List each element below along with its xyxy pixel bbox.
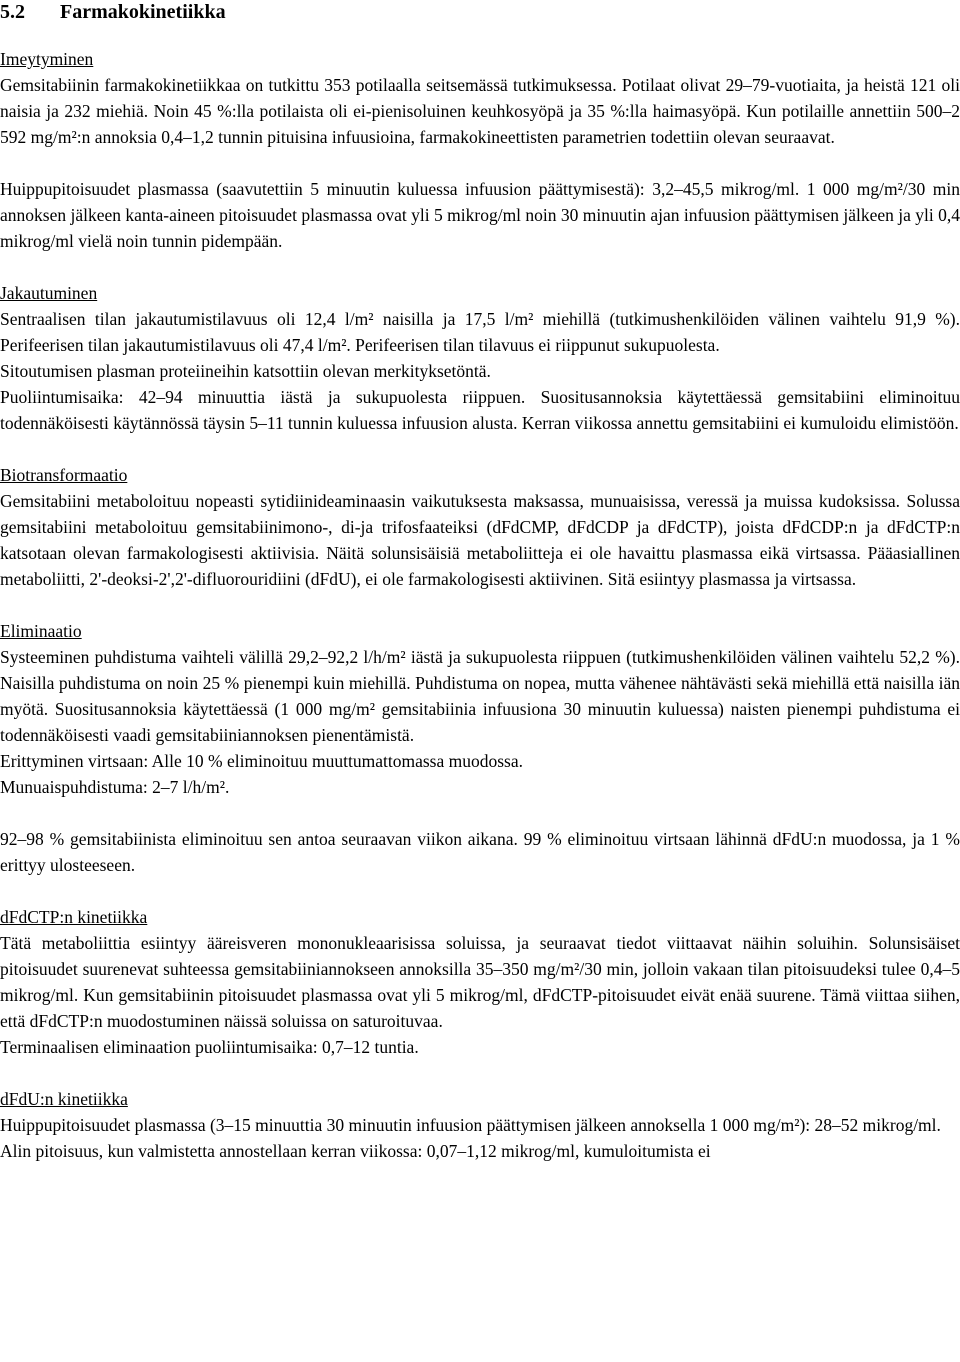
paragraph-dfdu-1: Huippupitoisuudet plasmassa (3–15 minuuttia 30 minuutin infuusion päättymisen jälkeen annoksella 1 000 mg/m²): 28–52 mikrog/ml. [0,1115,941,1135]
paragraph-dfdctp-2: Terminaalisen eliminaation puoliintumisaika: 0,7–12 tuntia. [0,1037,419,1057]
section-title: Farmakokinetiikka [60,1,226,23]
paragraph-imeytyminen-2: Huippupitoisuudet plasmassa (saavutettiin 5 minuutin kuluessa infuusion päättymisestä): 3,2–45,5 mikrog/ml. 1 000 mg/m²/30 min annoksen jälkeen kanta-aineen pitoisuudet plasmassa ovat yli 5 mikrog/ml noin 30 minuutin ajan infuusion päättymisen jälkeen ja yli 0,4 mikrog/ml vielä noin tunnin pidempään. [0,179,960,251]
spacer [0,800,960,826]
paragraph-biotransformaatio-1: Gemsitabiini metaboloituu nopeasti sytidiinideaminaasin vaikutuksesta maksassa, munuaisissa, veressä ja muissa kudoksissa. Solussa gemsitabiini metaboloituu gemsitabiinimono-, di-ja trifosfaateiksi (dFdCMP, dFdCDP ja dFdCTP), joista dFdCDP:n ja dFdCTP:n katsotaan olevan farmakologisesti aktiivisia. Näitä solunsisäisiä metaboliitteja ei ole havaittu plasmassa eikä virtsassa. Pääasiallinen metaboliitti, 2'-deoksi-2',2'-difluorouridiini (dFdU), ei ole farmakologisesti aktiivinen. Sitä esiintyy plasmassa ja virtsassa. [0,491,960,589]
spacer [0,592,960,618]
paragraph-jakautuminen-3: Puoliintumisaika: 42–94 minuuttia iästä ja sukupuolesta riippuen. Suositusannoksia käytettäessä gemsitabiini eliminoituu todennäköisesti käytännössä täysin 5–11 tunnin kuluessa infuusion alusta. Kerran viikossa annettu gemsitabiini ei kumuloidu elimistöön. [0,387,960,433]
spacer [0,878,960,904]
subheading-jakautuminen: Jakautuminen [0,283,98,303]
paragraph-dfdctp-1: Tätä metaboliittia esiintyy ääreisveren mononukleaarisissa soluissa, ja seuraavat tiedot viittaavat näihin soluihin. Solunsisäiset pitoisuudet suurenevat suhteessa gemsitabiiniannokseen annoksilla 35–350 mg/m²/30 min, jolloin vakaan tilan pitoisuudeksi tulee 0,4–5 mikrog/ml. Kun gemsitabiinin pitoisuudet plasmassa ovat yli 5 mikrog/ml, dFdCTP-pitoisuudet eivät enää suurene. Tämä viittaa siihen, että dFdCTP:n muodostuminen näissä soluissa on saturoituvaa. [0,933,960,1031]
spacer [0,436,960,462]
paragraph-imeytyminen-1: Gemsitabiinin farmakokinetiikkaa on tutkittu 353 potilaalla seitsemässä tutkimuksessa. Potilaat olivat 29–79-vuotiaita, ja heistä 121 oli naisia ja 232 miehiä. Noin 45 %:lla potilaista oli ei-pienisoluinen keuhkosyöpä ja 35 %:lla haimasyöpä. Kun potilaille annettiin 500–2 592 mg/m²:n annoksia 0,4–1,2 tunnin pituisina infuusioina, farmakokineettisten parametrien todettiin olevan seuraavat. [0,75,960,147]
paragraph-jakautuminen-2: Sitoutumisen plasman proteiineihin katsottiin olevan merkityksetöntä. [0,361,491,381]
spacer [0,150,960,176]
subheading-imeytyminen: Imeytyminen [0,49,94,69]
paragraph-dfdu-2: Alin pitoisuus, kun valmistetta annostellaan kerran viikossa: 0,07–1,12 mikrog/ml, kumuloitumista ei [0,1141,711,1161]
paragraph-eliminaatio-4: 92–98 % gemsitabiinista eliminoituu sen antoa seuraavan viikon aikana. 99 % eliminoituu virtsaan lähinnä dFdU:n muodossa, ja 1 % erittyy ulosteeseen. [0,829,960,875]
paragraph-jakautuminen-1: Sentraalisen tilan jakautumistilavuus oli 12,4 l/m² naisilla ja 17,5 l/m² miehillä (tutkimushenkilöiden välinen vaihtelu 91,9 %). Perifeerisen tilan jakautumistilavuus oli 47,4 l/m². Perifeerisen tilan tilavuus ei riippunut sukupuolesta. [0,309,960,355]
paragraph-eliminaatio-1: Systeeminen puhdistuma vaihteli välillä 29,2–92,2 l/h/m² iästä ja sukupuolesta riippuen (tutkimushenkilöiden välinen vaihtelu 52,2 %). Naisilla puhdistuma on noin 25 % pienempi kuin miehillä. Puhdistuma on nopea, mutta vähenee nähtävästi sekä miehillä että naisilla iän myötä. Suositusannoksia käytettäessä (1 000 mg/m² gemsitabiinia infuusiona 30 minuutin kuluessa) naisten pienempi puhdistuma ei todennäköisesti vaadi gemsitabiiniannoksen pienentämistä. [0,647,960,745]
section-number: 5.2 [0,1,25,23]
subheading-dfdctp-kinetiikka: dFdCTP:n kinetiikka [0,907,148,927]
subheading-biotransformaatio: Biotransformaatio [0,465,128,485]
paragraph-eliminaatio-3: Munuaispuhdistuma: 2–7 l/h/m². [0,777,230,797]
spacer [0,1060,960,1086]
spacer [0,254,960,280]
section-heading [0,0,960,24]
subheading-eliminaatio: Eliminaatio [0,621,82,641]
subheading-dfdu-kinetiikka: dFdU:n kinetiikka [0,1089,128,1109]
paragraph-eliminaatio-2: Erittyminen virtsaan: Alle 10 % eliminoituu muuttumattomassa muodossa. [0,751,523,771]
